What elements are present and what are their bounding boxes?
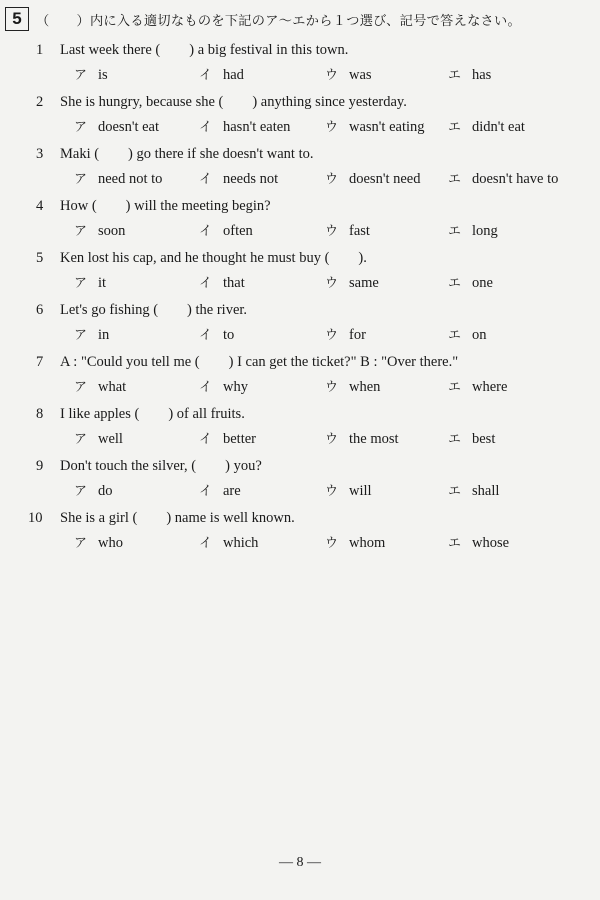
choice-c: ウ was xyxy=(325,67,372,83)
choice-d: エ has xyxy=(448,67,492,83)
question-stem xyxy=(36,90,407,111)
choice-b: イ hasn't eaten xyxy=(199,119,291,135)
choice-c: ウ whom xyxy=(325,535,386,551)
choice-b: イ had xyxy=(199,67,244,83)
question-text: Let's go fishing ( ) the river. xyxy=(60,302,248,318)
choice-b: イ are xyxy=(199,483,241,499)
question-number: 8 xyxy=(36,406,44,422)
question-text: Don't touch the silver, ( ) you? xyxy=(60,458,262,474)
choice-a: ア soon xyxy=(74,223,126,239)
question-stem xyxy=(28,506,295,527)
question-number: 10 xyxy=(28,510,43,526)
choice-b: イ that xyxy=(199,275,245,291)
question-stem xyxy=(36,246,367,267)
question-stem xyxy=(36,402,245,423)
choice-b: イ needs not xyxy=(199,171,279,187)
question-stem xyxy=(36,350,458,371)
question-number: 1 xyxy=(36,42,44,58)
section-number: 5 xyxy=(5,7,29,31)
choice-a: ア doesn't eat xyxy=(74,119,159,135)
choice-a: ア need not to xyxy=(74,171,163,187)
choice-b: イ better xyxy=(199,431,257,447)
question-text: Maki ( ) go there if she doesn't want to. xyxy=(60,146,314,162)
choice-d: エ one xyxy=(448,275,493,291)
choice-c: ウ same xyxy=(325,275,379,291)
question-number: 7 xyxy=(36,354,44,370)
choice-d: エ where xyxy=(448,379,508,395)
choice-c: ウ will xyxy=(325,483,372,499)
choice-c: ウ doesn't need xyxy=(325,171,421,187)
question-stem xyxy=(36,38,348,59)
page-number: — 8 — xyxy=(279,855,321,870)
choice-a: ア do xyxy=(74,483,113,499)
choice-d: エ didn't eat xyxy=(448,119,525,135)
choice-b: イ often xyxy=(199,223,253,239)
choice-b: イ to xyxy=(199,327,235,343)
choice-d: エ on xyxy=(448,327,487,343)
question-stem xyxy=(36,142,314,163)
question-stem xyxy=(36,454,262,475)
question-number: 4 xyxy=(36,198,44,214)
choice-a: ア who xyxy=(74,535,123,551)
choice-d: エ doesn't have to xyxy=(448,171,559,187)
choice-a: ア well xyxy=(74,431,123,447)
question-stem xyxy=(36,194,271,215)
question-number: 3 xyxy=(36,146,44,162)
choice-d: エ best xyxy=(448,431,496,447)
choice-d: エ whose xyxy=(448,535,510,551)
question-text: She is a girl ( ) name is well known. xyxy=(60,510,295,526)
question-text: She is hungry, because she ( ) anything since yesterday. xyxy=(60,94,407,110)
question-number: 6 xyxy=(36,302,44,318)
question-text: How ( ) will the meeting begin? xyxy=(60,198,271,214)
choice-d: エ long xyxy=(448,223,498,239)
choice-c: ウ wasn't eating xyxy=(325,119,425,135)
choice-a: ア in xyxy=(74,327,110,343)
choice-c: ウ fast xyxy=(325,223,370,239)
choice-d: エ shall xyxy=(448,483,500,499)
question-text: I like apples ( ) of all fruits. xyxy=(60,406,245,422)
question-text: Last week there ( ) a big festival in this town. xyxy=(60,42,349,58)
choice-c: ウ for xyxy=(325,327,366,343)
question-number: 5 xyxy=(36,250,44,266)
question-stem xyxy=(36,298,247,319)
choice-c: ウ the most xyxy=(325,431,399,447)
question-number: 2 xyxy=(36,94,44,110)
question-number: 9 xyxy=(36,458,44,474)
instruction-text: （ ）内に入る適切なものを下記のア～エから１つ選び、記号で答えなさい。 xyxy=(36,14,522,29)
choice-c: ウ when xyxy=(325,379,381,395)
question-text: Ken lost his cap, and he thought he must buy ( ). xyxy=(60,250,367,266)
choice-b: イ why xyxy=(199,379,248,395)
choice-a: ア what xyxy=(74,379,127,395)
choice-a: ア it xyxy=(74,275,107,291)
question-text: A : "Could you tell me ( ) I can get the ticket?" B : "Over there." xyxy=(60,354,459,370)
choice-a: ア is xyxy=(74,67,108,83)
choice-b: イ which xyxy=(199,535,259,551)
